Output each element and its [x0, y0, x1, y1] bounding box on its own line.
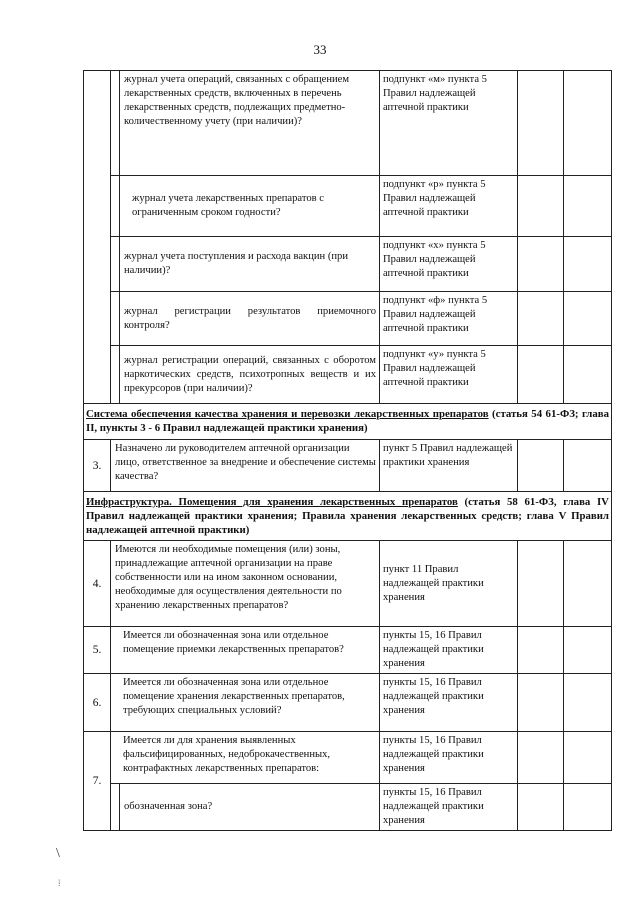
table-row [84, 627, 612, 674]
answer-cell[interactable] [518, 627, 564, 674]
question-cell: Имеется ли обозначенная зона или отдельное помещение хранения лекарственных препаратов, требующих специальных условий? [111, 674, 380, 732]
row-number-cell: 4. [84, 541, 111, 627]
note-cell[interactable] [564, 440, 612, 492]
table-row [84, 541, 612, 627]
note-cell[interactable] [564, 292, 612, 346]
checklist-table [83, 70, 612, 831]
table-row [84, 732, 612, 784]
section-title-rest: (статья 58 61-ФЗ, глава IV Правил надлежащей практики хранения; Правила хранения лекарственных средств; глава V Правил надлежащей аптечной практики) [86, 496, 609, 536]
reference-cell: подпункт «м» пункта 5 Правил надлежащей аптечной практики [380, 71, 518, 176]
note-cell[interactable] [564, 346, 612, 404]
section-title-quality [84, 404, 612, 440]
reference-cell: пункт 11 Правил надлежащей практики хранения [380, 541, 518, 627]
table-row [84, 237, 612, 292]
note-cell[interactable] [564, 71, 612, 176]
margin-scribble-icon: ⁞ [58, 878, 61, 888]
indent-cell [111, 71, 120, 176]
row-number-cell [84, 71, 111, 404]
reference-cell: подпункт «ф» пункта 5 Правил надлежащей аптечной практики [380, 292, 518, 346]
question-cell: журнал учета лекарственных препаратов с ограниченным сроком годности? [120, 176, 380, 237]
section-title-underlined: Инфраструктура. Помещения для хранения лекарственных препаратов [86, 496, 458, 508]
answer-cell[interactable] [518, 71, 564, 176]
reference-cell: пункты 15, 16 Правил надлежащей практики хранения [380, 627, 518, 674]
question-cell: журнал регистрации результатов приемочного контроля? [120, 292, 380, 346]
answer-cell[interactable] [518, 541, 564, 627]
answer-cell[interactable] [518, 440, 564, 492]
page-number: 33 [313, 42, 327, 57]
answer-cell[interactable] [518, 674, 564, 732]
note-cell[interactable] [564, 176, 612, 237]
table-row [84, 292, 612, 346]
reference-cell: пункты 15, 16 Правил надлежащей практики хранения [380, 732, 518, 784]
question-cell: обозначенная зона? [120, 784, 380, 831]
question-cell: журнал учета операций, связанных с обращением лекарственных средств, включенных в перечень лекарственных средств, подлежащих предметно-количественному учету (при наличии)? [120, 71, 380, 176]
table-row [84, 176, 612, 237]
answer-cell[interactable] [518, 346, 564, 404]
answer-cell[interactable] [518, 784, 564, 831]
row-number-cell: 7. [84, 732, 111, 831]
table-row [84, 784, 612, 831]
table-row [84, 346, 612, 404]
row-number-cell: 6. [84, 674, 111, 732]
indent-cell [111, 176, 120, 237]
indent-cell [111, 292, 120, 346]
reference-cell: пункт 5 Правил надлежащей практики хранения [380, 440, 518, 492]
section-header-row [84, 404, 612, 440]
note-cell[interactable] [564, 627, 612, 674]
reference-cell: подпункт «у» пункта 5 Правил надлежащей аптечной практики [380, 346, 518, 404]
note-cell[interactable] [564, 732, 612, 784]
section-title-infrastructure [84, 492, 612, 541]
margin-mark: \ [56, 846, 60, 861]
question-cell: Имеются ли необходимые помещения (или) зоны, принадлежащие аптечной организации на праве собственности или на ином законном основании, необходимые для осуществления деятельности по хранению лекарственных препаратов? [111, 541, 380, 627]
table-row [84, 71, 612, 176]
question-cell: журнал учета поступления и расхода вакцин (при наличии)? [120, 237, 380, 292]
row-number-cell: 5. [84, 627, 111, 674]
note-cell[interactable] [564, 784, 612, 831]
reference-cell: пункты 15, 16 Правил надлежащей практики хранения [380, 674, 518, 732]
indent-cell [111, 237, 120, 292]
row-number-cell: 3. [84, 440, 111, 492]
section-title-underlined: Система обеспечения качества хранения и перевозки лекарственных препаратов [86, 408, 489, 420]
answer-cell[interactable] [518, 176, 564, 237]
question-cell: Имеется ли обозначенная зона или отдельное помещение приемки лекарственных препаратов? [111, 627, 380, 674]
section-header-row [84, 492, 612, 541]
note-cell[interactable] [564, 674, 612, 732]
answer-cell[interactable] [518, 292, 564, 346]
answer-cell[interactable] [518, 237, 564, 292]
answer-cell[interactable] [518, 732, 564, 784]
question-cell: Имеется ли для хранения выявленных фальсифицированных, недоброкачественных, контрафактных лекарственных препаратов: [111, 732, 380, 784]
reference-cell: подпункт «р» пункта 5 Правил надлежащей аптечной практики [380, 176, 518, 237]
reference-cell: подпункт «х» пункта 5 Правил надлежащей аптечной практики [380, 237, 518, 292]
reference-cell: пункты 15, 16 Правил надлежащей практики хранения [380, 784, 518, 831]
note-cell[interactable] [564, 237, 612, 292]
table-row [84, 440, 612, 492]
question-cell: журнал регистрации операций, связанных с оборотом наркотических средств, психотропных веществ и их прекурсоров (при наличии)? [120, 346, 380, 404]
note-cell[interactable] [564, 541, 612, 627]
question-cell: Назначено ли руководителем аптечной организации лицо, ответственное за внедрение и обеспечение системы качества? [111, 440, 380, 492]
section-title-rest: (статья 54 61-ФЗ; глава II, пункты 3 - 6 Правил надлежащей практики хранения) [86, 408, 609, 434]
table-row [84, 674, 612, 732]
indent-cell [111, 784, 120, 831]
indent-cell [111, 346, 120, 404]
